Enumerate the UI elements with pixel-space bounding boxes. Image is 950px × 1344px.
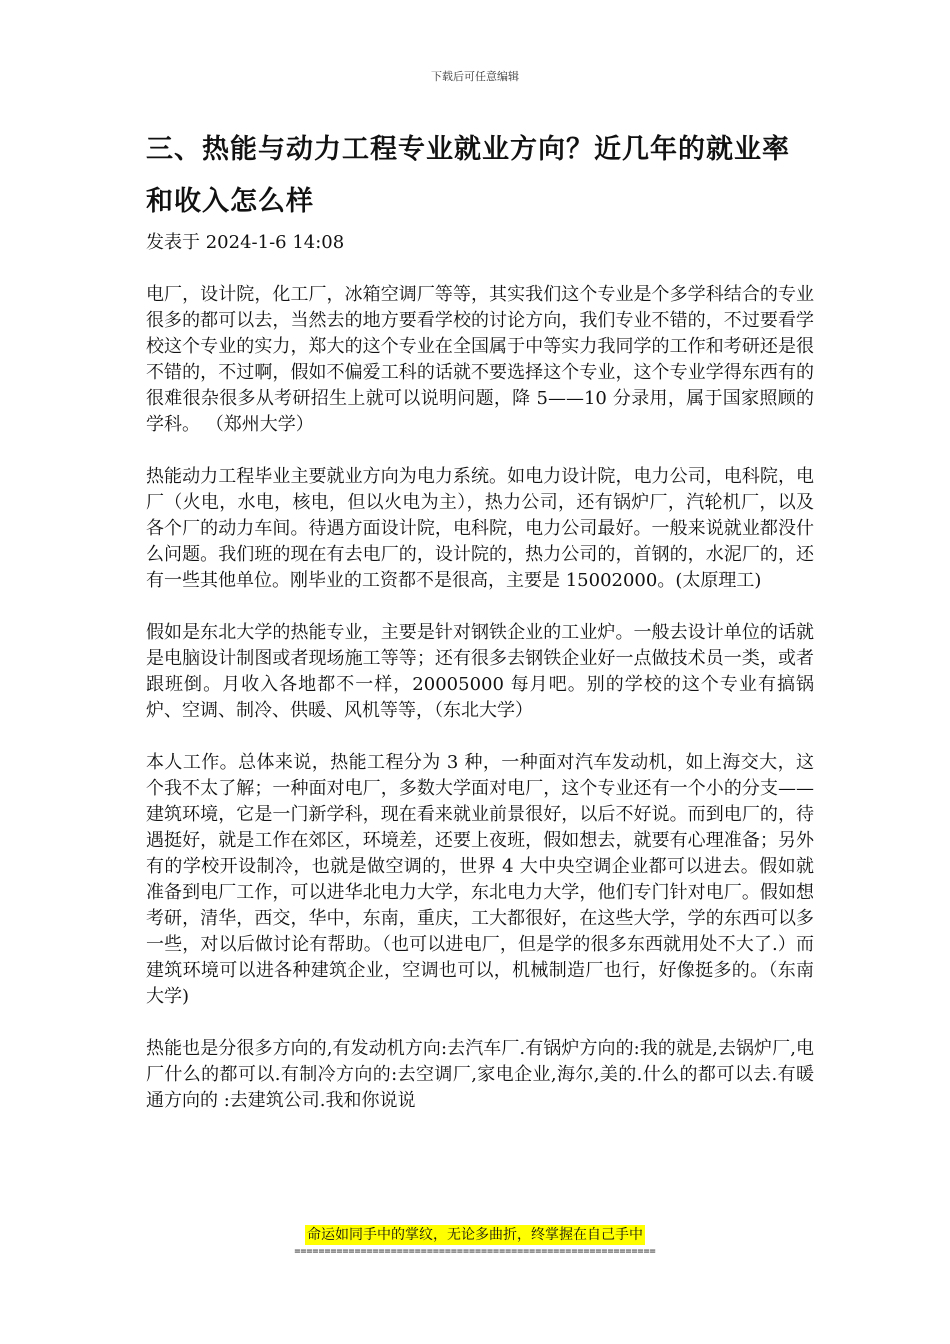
header-note: 下载后可任意编辑: [431, 70, 519, 83]
paragraph-5: 热能也是分很多方向的,有发动机方向:去汽车厂.有锅炉方向的:我的就是,去锅炉厂,电厂什么的都可以.有制冷方向的:去空调厂,家电企业,海尔,美的.什么的都可以去.有暖通方向的 :去建筑公司.我和你说说: [146, 1038, 814, 1111]
article-body: [146, 124, 814, 1114]
paragraph-2: 热能动力工程毕业主要就业方向为电力系统。如电力设计院，电力公司，电科院，电厂（火电，水电，核电，但以火电为主），热力公司，还有锅炉厂，汽轮机厂，以及各个厂的动力车间。待遇方面设计院，电科院，电力公司最好。一般来说就业都没什么问题。我们班的现在有去电厂的，设计院的，热力公司的，首钢的，水泥厂的，还有一些其他单位。刚毕业的工资都不是很高，主要是 15002000。(太原理工): [146, 466, 814, 591]
page-footer: [0, 1224, 950, 1259]
paragraph-4: 本人工作。总体来说，热能工程分为 3 种，一种面对汽车发动机，如上海交大，这个我不太了解；一种面对电厂，多数大学面对电厂，这个专业还有一个小的分支——建筑环境，它是一门新学科，现在看来就业前景很好，以后不好说。而到电厂的，待遇挺好，就是工作在郊区，环境差，还要上夜班，假如想去，就要有心理准备；另外有的学校开设制冷，也就是做空调的，世界 4 大中央空调企业都可以进去。假如就准备到电厂工作，可以进华北电力大学，东北电力大学，他们专门针对电厂。假如想考研，清华，西交，华中，东南，重庆，工大都很好，在这些大学，学的东西可以多一些，对以后做讨论有帮助。（也可以进电厂，但是学的很多东西就用处不大了.）而建筑环境可以进各种建筑企业，空调也可以，机械制造厂也行，好像挺多的。（东南大学): [146, 752, 814, 1007]
footer-divider: ============================================================: [294, 1246, 656, 1257]
publish-date: 发表于 2024-1-6 14:08: [146, 232, 345, 253]
paragraph-1: 电厂，设计院，化工厂，冰箱空调厂等等，其实我们这个专业是个多学科结合的专业 很多的都可以去，当然去的地方要看学校的讨论方向，我们专业不错的，不过要看学校这个专业的实力，郑大的这个专业在全国属于中等实力我同学的工作和考研还是很不错的，不过啊，假如不偏爱工科的话就不要选择这个专业，这个专业学得东西有的很难很杂很多从考研招生上就可以说明问题，降 5——10 分录用，属于国家照顾的学科。 （郑州大学）: [146, 284, 814, 435]
footer-motto: 命运如同手中的掌纹，无论多曲折，终掌握在自己手中: [307, 1227, 643, 1243]
article-title: 三、热能与动力工程专业就业方向？近几年的就业率和收入怎么样: [146, 134, 790, 217]
paragraph-3: 假如是东北大学的热能专业，主要是针对钢铁企业的工业炉。一般去设计单位的话就是电脑设计制图或者现场施工等等；还有很多去钢铁企业好一点做技术员一类，或者跟班倒。月收入各地都不一样，20005000 每月吧。别的学校的这个专业有搞锅炉、空调、制冷、供暖、风机等等，（东北大学）: [146, 622, 814, 721]
